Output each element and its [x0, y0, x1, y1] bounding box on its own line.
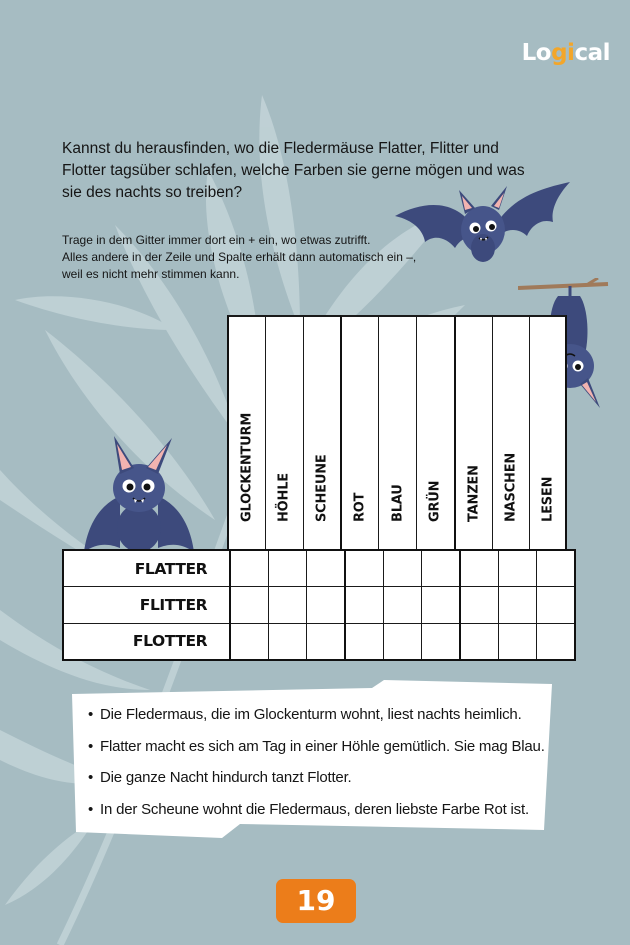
- column-header: BLAU: [378, 315, 416, 549]
- row-label: FLOTTER: [63, 623, 230, 660]
- column-header: LESEN: [529, 315, 567, 549]
- clue-item: • Die ganze Nacht hindurch tanzt Flotter.: [88, 768, 538, 788]
- clue-item: • In der Scheune wohnt die Fledermaus, deren liebste Farbe Rot ist.: [88, 800, 538, 820]
- logical-logo: Logical: [521, 40, 610, 66]
- logic-grid-header: [227, 315, 576, 549]
- grid-cell[interactable]: [345, 623, 383, 660]
- grid-cell[interactable]: [345, 550, 383, 587]
- grid-cell[interactable]: [498, 623, 536, 660]
- flying-bat-illustration: [395, 178, 570, 278]
- column-header: TANZEN: [454, 315, 492, 549]
- grid-cell[interactable]: [460, 550, 498, 587]
- grid-cell[interactable]: [498, 587, 536, 624]
- intro-text: Kannst du herausfinden, wo die Fledermäuse Flatter, Flitter und Flotter tagsüber schlafen, welche Farben sie gerne mögen und was sie des nachts so treiben?: [62, 140, 525, 201]
- column-header: NASCHEN: [492, 315, 530, 549]
- grid-cell[interactable]: [498, 550, 536, 587]
- grid-cell[interactable]: [307, 623, 345, 660]
- grid-cell[interactable]: [422, 623, 460, 660]
- row-label: FLITTER: [63, 587, 230, 624]
- grid-cell[interactable]: [230, 623, 268, 660]
- clue-list: [88, 705, 545, 831]
- grid-cell[interactable]: [383, 623, 421, 660]
- grid-cell[interactable]: [422, 550, 460, 587]
- grid-cell[interactable]: [383, 550, 421, 587]
- grid-cell[interactable]: [269, 623, 307, 660]
- grid-row: [63, 550, 575, 587]
- grid-cell[interactable]: [230, 587, 268, 624]
- grid-cell[interactable]: [460, 587, 498, 624]
- grid-cell[interactable]: [460, 623, 498, 660]
- column-header: GLOCKENTURM: [227, 315, 265, 549]
- grid-cell[interactable]: [345, 587, 383, 624]
- grid-row: [63, 587, 575, 624]
- grid-row: [63, 623, 575, 660]
- grid-cell[interactable]: [269, 587, 307, 624]
- instruction-line: Trage in dem Gitter immer dort ein + ein, wo etwas zutrifft.: [62, 233, 371, 247]
- grid-cell[interactable]: [230, 550, 268, 587]
- instruction-line: Alles andere in der Zeile und Spalte erhält dann automatisch ein –,: [62, 250, 417, 264]
- column-header: SCHEUNE: [303, 315, 341, 549]
- column-header: ROT: [340, 315, 378, 549]
- sitting-bat-illustration: [84, 432, 194, 554]
- page-number-badge: 19: [276, 879, 356, 923]
- instruction-line: weil es nicht mehr stimmen kann.: [62, 267, 240, 281]
- grid-cell[interactable]: [537, 550, 575, 587]
- grid-cell[interactable]: [307, 587, 345, 624]
- row-label: FLATTER: [63, 550, 230, 587]
- clue-item: • Die Fledermaus, die im Glockenturm wohnt, liest nachts heimlich.: [88, 705, 538, 725]
- grid-cell[interactable]: [537, 623, 575, 660]
- logic-grid: [62, 549, 576, 661]
- grid-cell[interactable]: [383, 587, 421, 624]
- clue-item: • Flatter macht es sich am Tag in einer Höhle gemütlich. Sie mag Blau.: [88, 737, 538, 757]
- column-header: HÖHLE: [265, 315, 303, 549]
- grid-cell[interactable]: [422, 587, 460, 624]
- grid-cell[interactable]: [269, 550, 307, 587]
- column-header: GRÜN: [416, 315, 454, 549]
- grid-cell[interactable]: [537, 587, 575, 624]
- grid-cell[interactable]: [307, 550, 345, 587]
